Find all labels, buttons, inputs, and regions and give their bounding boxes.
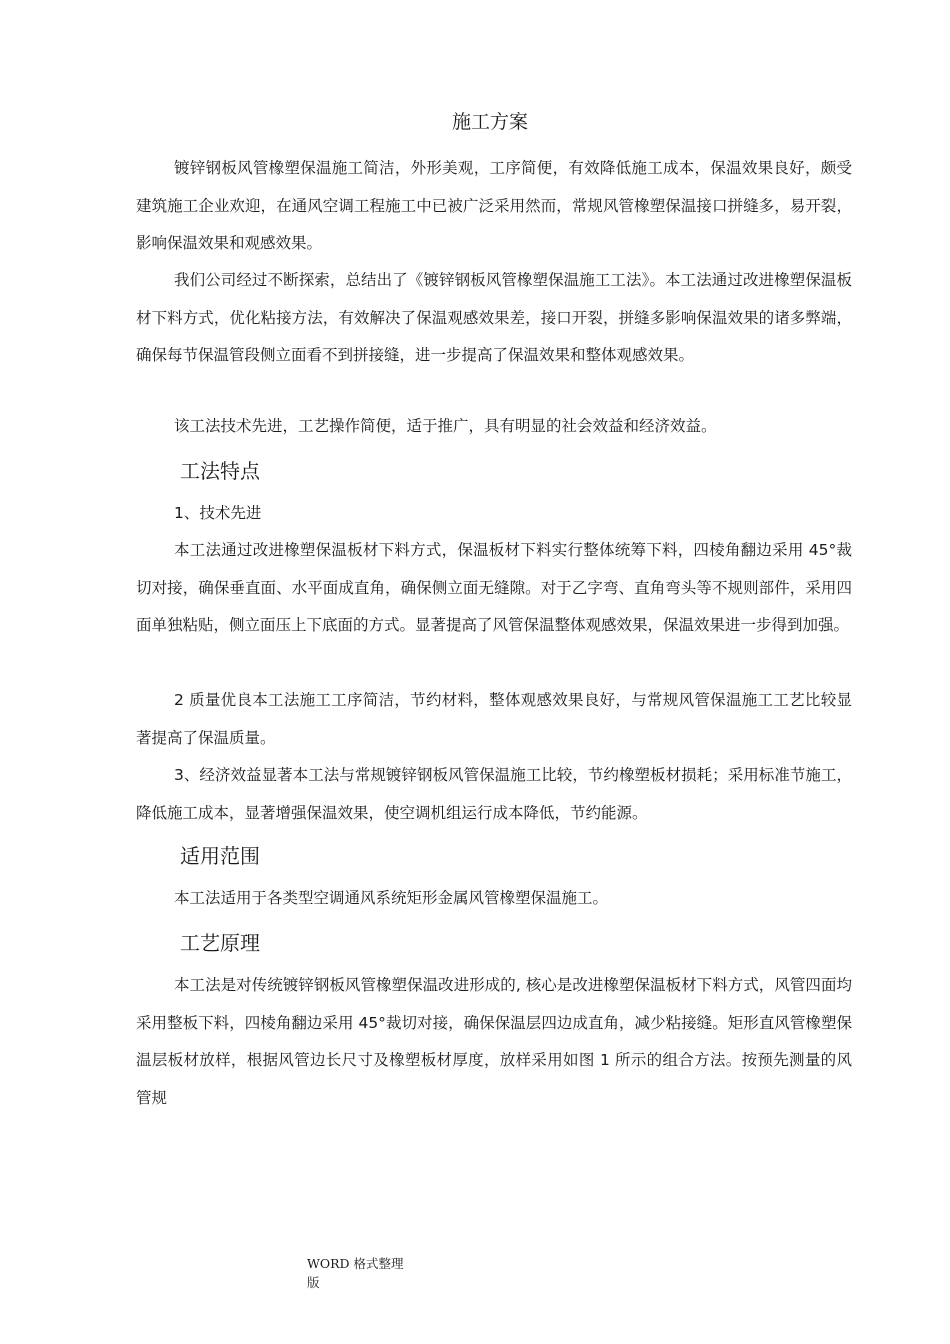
intro-paragraph-3: 该工法技术先进，工艺操作简便，适于推广，具有明显的社会效益和经济效益。 <box>174 417 717 435</box>
principle-body: 本工法是对传统镀锌钢板风管橡塑保温改进形成的, 核心是改进橡塑保温板材下料方式，风管四面均采用整板下料，四棱角翻边采用 45°裁切对接，确保保温层四边成直角，减少粘接缝。矩形直风管橡塑保温层板材放样，根据风管边长尺寸及橡塑板材厚度，放样采用如图 1 所示的组合方法。按预先测量的风管规 <box>136 976 852 1107</box>
features-item-1-title: 1、技术先进 <box>174 504 262 522</box>
scope-body: 本工法适用于各类型空调通风系统矩形金属风管橡塑保温施工。 <box>174 889 609 907</box>
footer-line-1: WORD 格式整理 <box>307 1256 404 1271</box>
footer-line-2: 版 <box>307 1275 320 1290</box>
features-item-2: 2 质量优良本工法施工工序简洁，节约材料，整体观感效果良好，与常规风管保温施工工艺比较显著提高了保温质量。 <box>136 691 852 747</box>
page-footer <box>307 1254 417 1292</box>
section-heading-features: 工法特点 <box>180 459 260 483</box>
features-item-3: 3、经济效益显著本工法与常规镀锌钢板风管保温施工比较，节约橡塑板材损耗；采用标准节施工，降低施工成本，显著增强保温效果，使空调机组运行成本降低，节约能源。 <box>136 766 852 822</box>
document-title: 施工方案 <box>451 111 528 133</box>
intro-paragraph-2: 我们公司经过不断探索，总结出了《镀锌钢板风管橡塑保温施工工法》。本工法通过改进橡塑保温板材下料方式，优化粘接方法，有效解决了保温观感效果差，接口开裂，拼缝多影响保温效果的诸多弊端，确保每节保温管段侧立面看不到拼接缝，进一步提高了保温效果和整体观感效果。 <box>136 271 852 365</box>
features-item-1-body: 本工法通过改进橡塑保温板材下料方式，保温板材下料实行整体统筹下料，四棱角翻边采用 45°裁切对接，确保垂直面、水平面成直角，确保侧立面无缝隙。对于乙字弯、直角弯头等不规则部件，采用四面单独粘贴，侧立面压上下底面的方式。显著提高了风管保温整体观感效果，保温效果进一步得到加强。 <box>136 541 852 635</box>
intro-paragraph-1: 镀锌钢板风管橡塑保温施工简洁，外形美观，工序简便，有效降低施工成本，保温效果良好，颇受建筑施工企业欢迎，在通风空调工程施工中已被广泛采用然而，常规风管橡塑保温接口拼缝多，易开裂，影响保温效果和观感效果。 <box>136 159 852 253</box>
section-heading-scope: 适用范围 <box>180 844 260 868</box>
section-heading-principle: 工艺原理 <box>180 931 260 955</box>
